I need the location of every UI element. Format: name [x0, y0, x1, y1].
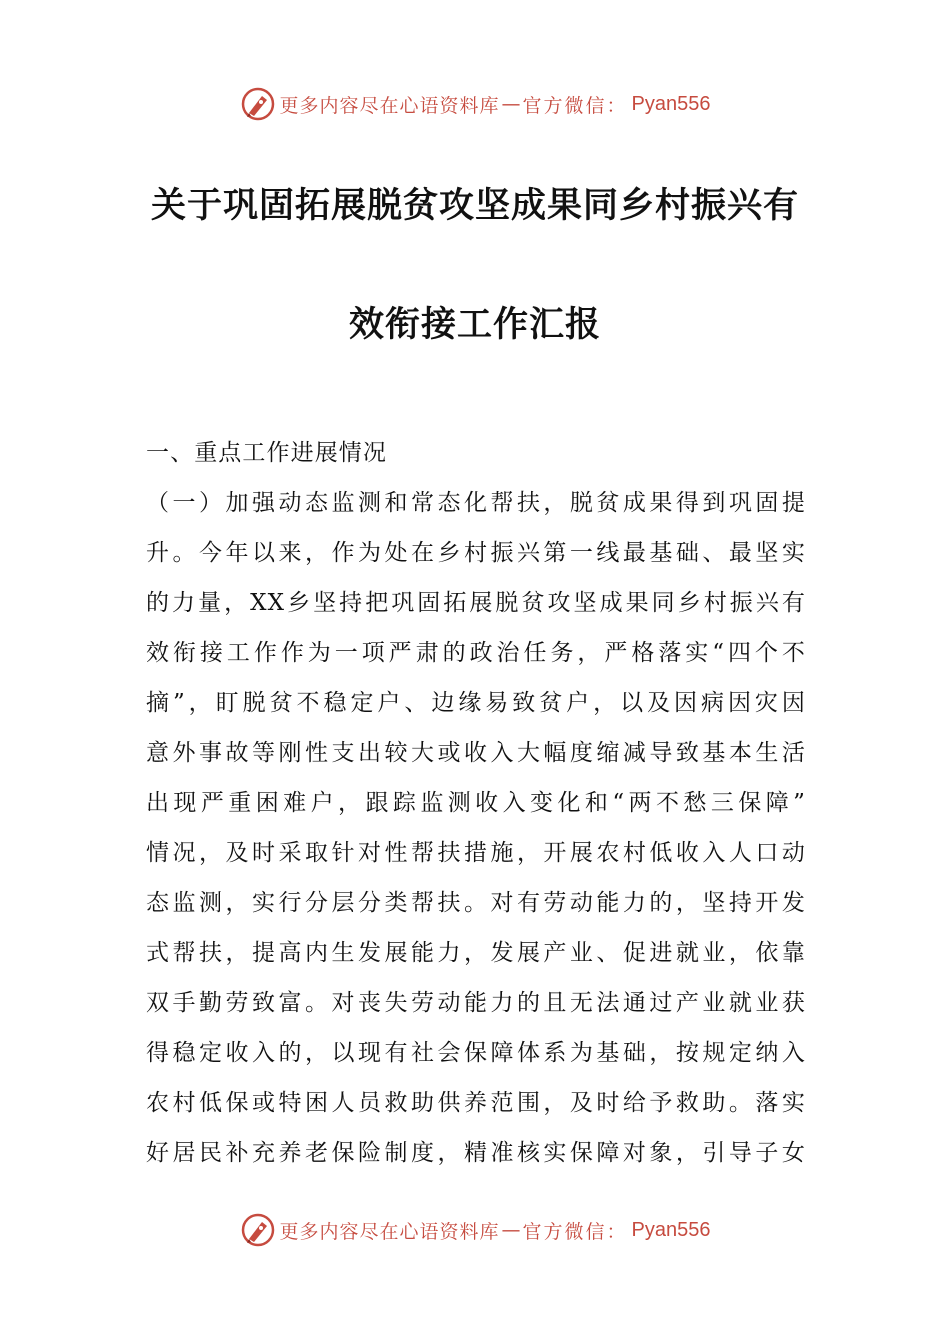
footer-banner	[0, 1210, 950, 1250]
body-line: 摘”，盯脱贫不稳定户、边缘易致贫户，以及因病因灾因	[146, 690, 806, 716]
pen-nib-icon	[240, 86, 276, 122]
body-line: 好居民补充养老保险制度，精准核实保障对象，引导子女	[146, 1140, 806, 1166]
banner-separator: —	[501, 93, 521, 115]
pen-nib-icon	[240, 1212, 276, 1248]
body-line: 双手勤劳致富。对丧失劳动能力的且无法通过产业就业获	[146, 990, 806, 1016]
body-line: 农村低保或特困人员救助供养范围，及时给予救助。落实	[146, 1090, 806, 1116]
document-body	[146, 428, 806, 1178]
section-heading: 一、重点工作进展情况	[146, 440, 387, 466]
banner-text: 更多内容尽在心语资料库	[279, 94, 500, 117]
body-line: （一）加强动态监测和常态化帮扶，脱贫成果得到巩固提	[146, 490, 806, 516]
banner-text: 更多内容尽在心语资料库	[279, 1220, 500, 1243]
body-line: 情况，及时采取针对性帮扶措施，开展农村低收入人口动	[146, 840, 806, 866]
document-title-line2: 效衔接工作汇报	[348, 305, 601, 345]
banner-wechat-id: Pyan556	[631, 92, 711, 115]
header-banner	[0, 84, 950, 124]
body-line: 出现严重困难户，跟踪监测收入变化和“两不愁三保障”	[146, 790, 806, 816]
body-line: 升。今年以来，作为处在乡村振兴第一线最基础、最坚实	[146, 540, 806, 566]
body-line: 效衔接工作作为一项严肃的政治任务，严格落实“四个不	[146, 640, 806, 666]
banner-wechat-id: Pyan556	[631, 1218, 711, 1241]
body-line: 得稳定收入的，以现有社会保障体系为基础，按规定纳入	[146, 1040, 806, 1066]
banner-wechat-label: 官方微信：	[522, 1220, 628, 1243]
body-line: 态监测，实行分层分类帮扶。对有劳动能力的，坚持开发	[146, 890, 806, 916]
banner-separator: —	[501, 1219, 521, 1241]
body-line: 意外事故等刚性支出较大或收入大幅度缩减导致基本生活	[146, 740, 806, 766]
body-line: 式帮扶，提高内生发展能力，发展产业、促进就业，依靠	[146, 940, 806, 966]
body-line: 的力量，XX乡坚持把巩固拓展脱贫攻坚成果同乡村振兴有	[146, 590, 806, 616]
document-title-line1: 关于巩固拓展脱贫攻坚成果同乡村振兴有	[150, 186, 799, 226]
banner-wechat-label: 官方微信：	[522, 94, 628, 117]
